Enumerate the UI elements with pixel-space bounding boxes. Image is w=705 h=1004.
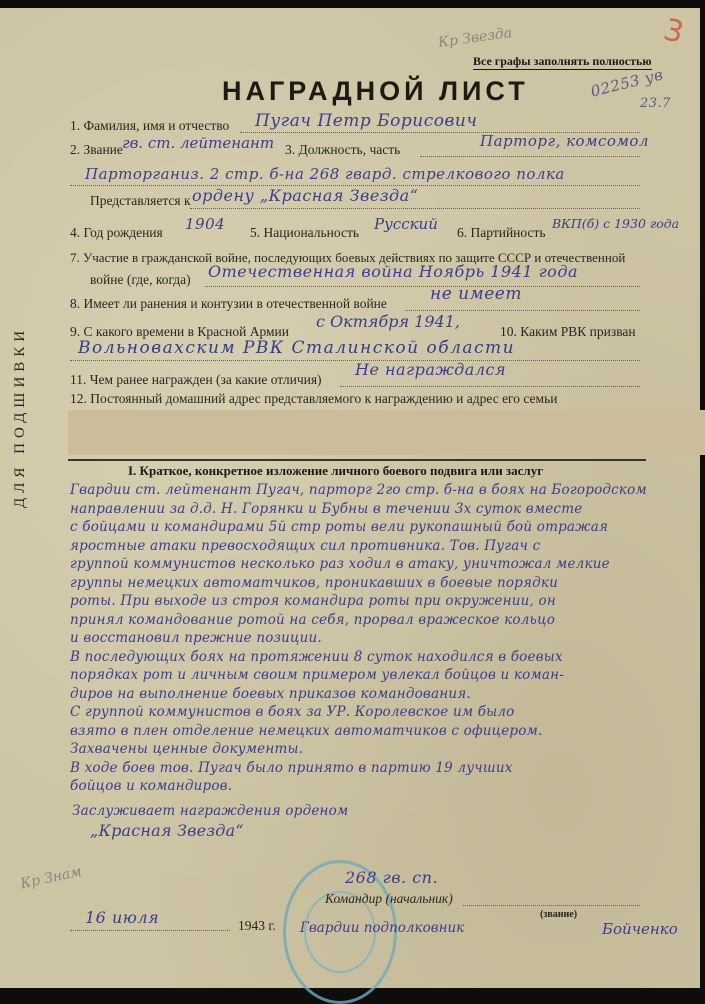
- narrative-line: В последующих боях на протяжении 8 суток находился в боевых: [70, 648, 563, 665]
- narrative-line: принял командование ротой на себя, прорвал вражеское кольцо: [70, 611, 556, 628]
- field-3-label: 3. Должность, часть: [285, 142, 401, 157]
- narrative-line: С группой коммунистов в боях за УР. Королевское им было: [70, 704, 515, 720]
- red-mark: 3: [659, 12, 688, 51]
- narrative-line: бойцов и командиров.: [70, 778, 233, 794]
- narrative-line: порядках рот и личным своим примером увлекал бойцов и коман-: [70, 667, 564, 683]
- archive-sub: 23.7: [640, 96, 671, 111]
- unit-number: 268 гв. сп.: [345, 868, 439, 887]
- commander-rank: Гвардии подполковник: [300, 920, 465, 936]
- field-9-value: с Октября 1941,: [316, 312, 460, 331]
- redacted-address-block: [68, 410, 705, 455]
- field-4-value: 1904: [185, 215, 226, 233]
- field-6-label: 6. Партийность: [457, 225, 546, 240]
- binding-margin-label: ДЛЯ ПОДШИВКИ: [12, 325, 28, 508]
- narrative-line: В ходе боев тов. Пугач было принято в партию 19 лучших: [70, 759, 513, 776]
- section-divider: [68, 459, 646, 461]
- narrative-line: и восстановил прежние позиции.: [70, 630, 322, 646]
- rank-label: (звание): [540, 909, 578, 920]
- narrative-line: роты. При выходе из строя командира роты при окружении, он: [70, 593, 556, 609]
- narrative-line: Заслуживает награждения орденом: [72, 802, 349, 819]
- instruction-text: Все графы заполнять полностью: [473, 54, 652, 68]
- field-8-label: 8. Имеет ли ранения и контузии в отечественной войне: [70, 296, 387, 311]
- narrative-line: с бойцами и командирами 5й стр роты вели рукопашный бой отражая: [70, 519, 609, 535]
- field-10-label: 10. Каким РВК призван: [500, 324, 636, 339]
- commander-label: Командир (начальник): [325, 891, 453, 906]
- field-4-label: 4. Год рождения: [70, 225, 163, 240]
- narrative-line: Захвачены ценные документы.: [70, 741, 304, 757]
- field-2-label: 2. Звание: [70, 142, 123, 157]
- field-3-value-cont: Парторганиз. 2 стр. б-на 268 гвард. стрелкового полка: [85, 165, 565, 183]
- field-2-value: гв. ст. лейтенант: [122, 134, 275, 152]
- narrative-line: направлении за д.д. Н. Горянки и Бубны в течении 3х суток вместе: [70, 500, 583, 517]
- field-5-label: 5. Национальность: [250, 225, 360, 240]
- narrative-line: „Красная Звезда“: [90, 821, 244, 840]
- field-7-label-cont: войне (где, когда): [90, 272, 191, 287]
- field-7-value: Отечественная война Ноябрь 1941 года: [208, 262, 578, 281]
- field-10-value: Вольновахским РВК Сталинской области: [78, 338, 516, 358]
- award-sheet-document: [0, 8, 700, 988]
- field-7-label: 7. Участие в гражданской войне, последующих боевых действиях по защите СССР и отечественной: [70, 250, 626, 265]
- narrative-line: группы немецких автоматчиков, проникавших в боевые порядки: [70, 574, 559, 591]
- field-1-value: Пугач Петр Борисович: [255, 111, 478, 131]
- field-1-label: 1. Фамилия, имя и отчество: [70, 118, 230, 133]
- field-12-label: 12. Постоянный домашний адрес представляемого к награждению и адрес его семьи: [70, 391, 558, 406]
- field-3-value: Парторг, комсомол: [480, 132, 649, 150]
- page-title: НАГРАДНОЙ ЛИСТ: [222, 76, 529, 106]
- field-5-value: Русский: [374, 215, 438, 233]
- narrative-line: диров на выполнение боевых приказов командования.: [70, 685, 471, 702]
- field-6-value: ВКП(б) с 1930 года: [552, 216, 680, 231]
- archive-number: 02253 ув: [588, 65, 666, 101]
- narrative-line: Гвардии ст. лейтенант Пугач, парторг 2го стр. б-на в боях на Богородском: [70, 482, 647, 498]
- field-11-label: 11. Чем ранее награжден (за какие отличия): [70, 372, 322, 387]
- date-day-month: 16 июля: [85, 908, 160, 927]
- margin-pencil-note: Кр Знам: [19, 863, 84, 893]
- narrative-line: яростные атаки превосходящих сил противника. Тов. Пугач с: [70, 537, 541, 554]
- commander-signature: Бойченко: [602, 920, 678, 938]
- presented-value: ордену „Красная Звезда“: [192, 186, 419, 205]
- narrative-line: взято в плен отделение немецких автоматчиков с офицером.: [70, 722, 543, 739]
- section-heading: I. Краткое, конкретное изложение личного боевого подвига или заслуг: [128, 463, 544, 478]
- field-9-label: 9. С какого времени в Красной Армии: [70, 324, 289, 339]
- date-year: 1943 г.: [238, 918, 276, 933]
- narrative-line: группой коммунистов несколько раз ходил в атаку, уничтожал мелкие: [70, 556, 610, 572]
- pencil-note: Кр Звезда: [437, 24, 514, 52]
- presented-label: Представляется к: [90, 193, 191, 208]
- field-11-value: Не награждался: [355, 360, 507, 379]
- field-8-value: не имеет: [430, 284, 522, 304]
